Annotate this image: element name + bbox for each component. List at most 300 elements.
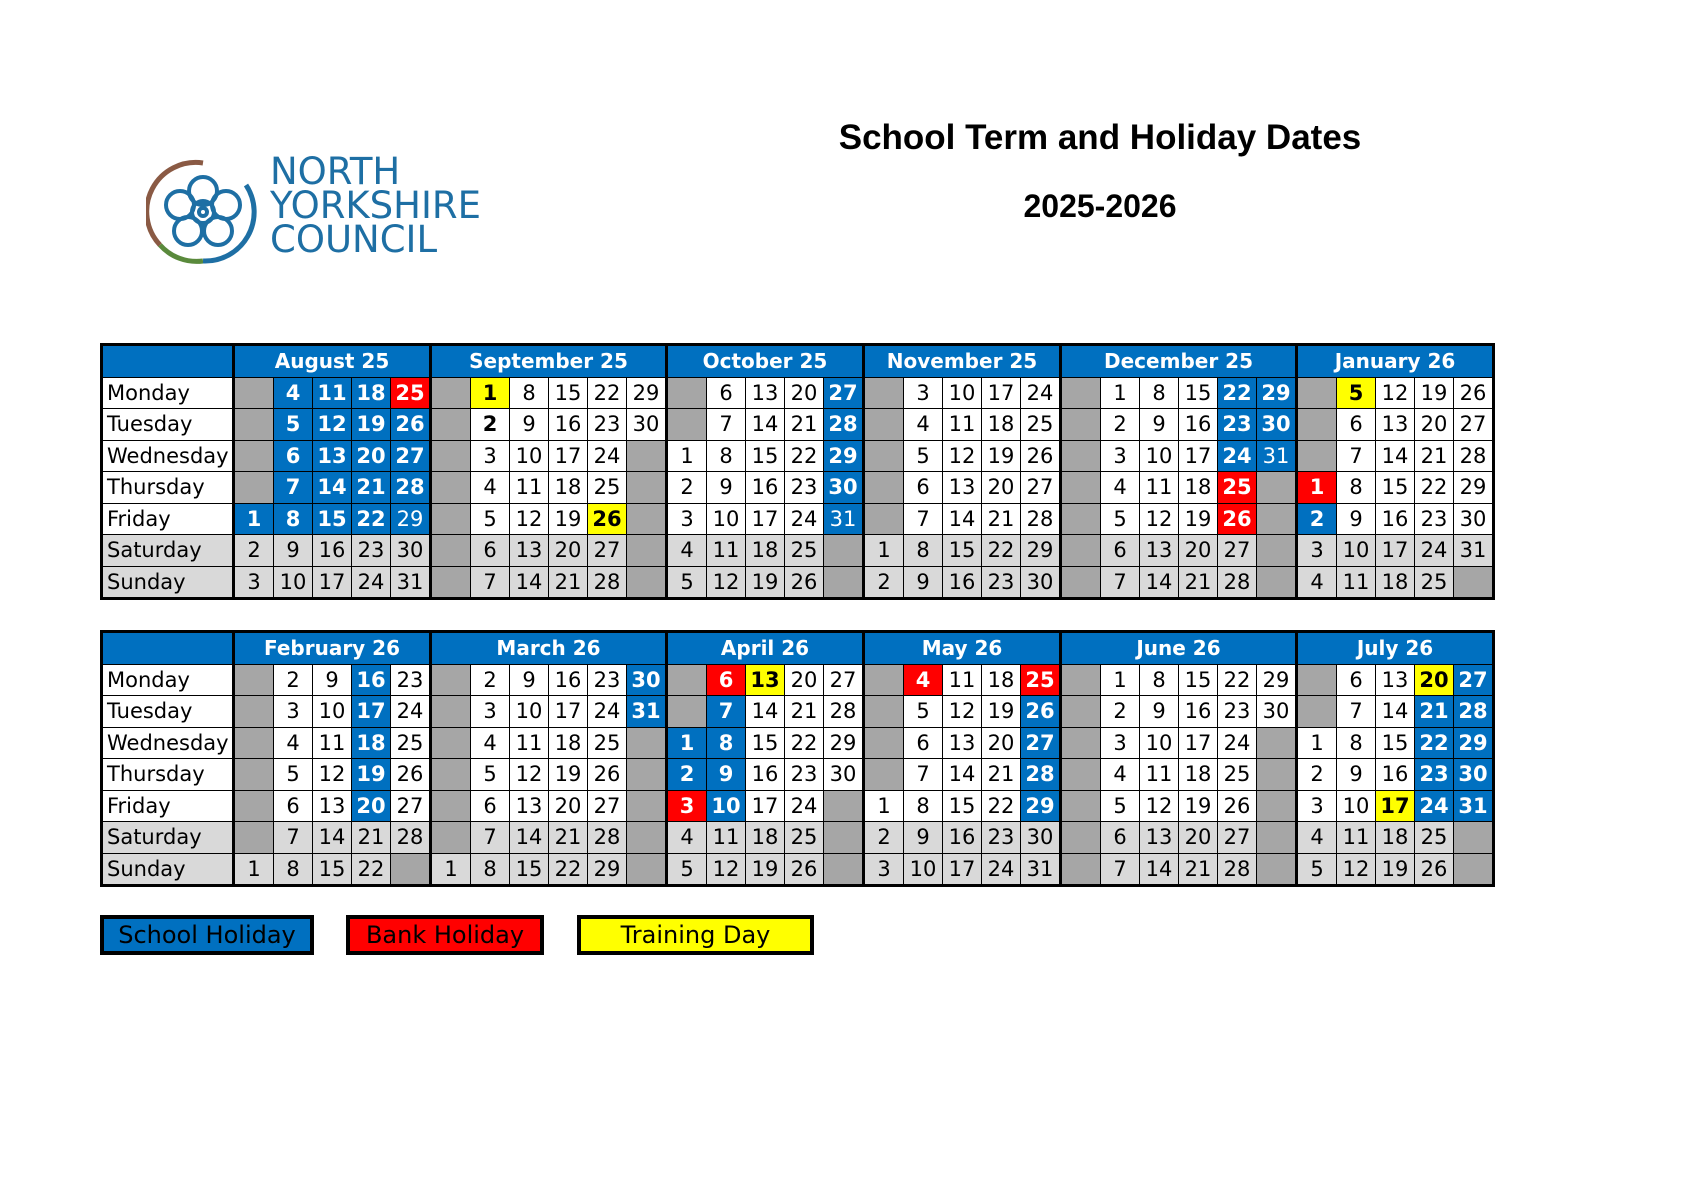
date-cell: 1 <box>234 503 274 535</box>
date-cell: 11 <box>943 409 982 441</box>
logo-line-3: COUNCIL <box>270 218 438 261</box>
date-cell: 4 <box>904 409 943 441</box>
date-cell: 9 <box>707 472 746 504</box>
date-cell: 26 <box>588 503 627 535</box>
empty-cell <box>627 790 667 822</box>
empty-cell <box>431 759 471 791</box>
month-header: March 26 <box>431 632 667 665</box>
date-cell: 13 <box>510 790 549 822</box>
empty-cell <box>667 696 707 728</box>
empty-cell <box>431 664 471 696</box>
date-cell: 6 <box>471 535 510 567</box>
date-cell: 16 <box>352 664 391 696</box>
date-cell: 14 <box>746 409 785 441</box>
date-cell: 9 <box>510 409 549 441</box>
date-cell: 4 <box>1101 472 1140 504</box>
date-cell: 28 <box>1454 440 1494 472</box>
empty-cell <box>864 440 904 472</box>
empty-cell <box>1257 790 1297 822</box>
day-label: Friday <box>102 503 234 535</box>
date-cell: 29 <box>627 377 667 409</box>
date-cell: 28 <box>1218 853 1257 886</box>
day-label: Tuesday <box>102 696 234 728</box>
date-cell: 24 <box>352 566 391 599</box>
empty-cell <box>864 759 904 791</box>
date-cell: 3 <box>1101 727 1140 759</box>
date-cell: 5 <box>1297 853 1337 886</box>
date-cell: 12 <box>943 440 982 472</box>
date-cell: 25 <box>1218 759 1257 791</box>
date-cell: 12 <box>707 566 746 599</box>
empty-cell <box>234 759 274 791</box>
legend-training-day-label: Training Day <box>620 921 771 949</box>
empty-cell <box>1061 440 1101 472</box>
date-cell: 4 <box>1101 759 1140 791</box>
day-label: Sunday <box>102 853 234 886</box>
date-cell: 20 <box>1179 822 1218 854</box>
date-cell: 30 <box>824 472 864 504</box>
empty-cell <box>1257 535 1297 567</box>
date-cell: 15 <box>1179 377 1218 409</box>
date-cell: 3 <box>1101 440 1140 472</box>
date-cell: 8 <box>707 440 746 472</box>
date-cell: 10 <box>707 790 746 822</box>
empty-cell <box>627 727 667 759</box>
empty-cell <box>864 409 904 441</box>
date-cell: 11 <box>1140 472 1179 504</box>
date-cell: 22 <box>1218 664 1257 696</box>
date-cell: 21 <box>549 822 588 854</box>
empty-cell <box>391 853 431 886</box>
date-cell: 26 <box>1218 790 1257 822</box>
date-cell: 16 <box>313 535 352 567</box>
date-cell: 18 <box>549 727 588 759</box>
empty-cell <box>1061 727 1101 759</box>
date-cell: 21 <box>785 409 824 441</box>
date-cell: 12 <box>1337 853 1376 886</box>
empty-cell <box>1061 664 1101 696</box>
day-label: Tuesday <box>102 409 234 441</box>
empty-cell <box>1454 853 1494 886</box>
date-cell: 5 <box>274 409 313 441</box>
date-cell: 8 <box>1337 472 1376 504</box>
date-cell: 15 <box>1376 727 1415 759</box>
date-cell: 9 <box>1140 409 1179 441</box>
empty-cell <box>1454 566 1494 599</box>
empty-cell <box>864 503 904 535</box>
date-cell: 10 <box>1140 440 1179 472</box>
date-cell: 7 <box>904 503 943 535</box>
empty-cell <box>234 409 274 441</box>
date-cell: 5 <box>1337 377 1376 409</box>
date-cell: 21 <box>982 759 1021 791</box>
date-cell: 4 <box>274 377 313 409</box>
date-cell: 14 <box>510 566 549 599</box>
date-cell: 25 <box>588 727 627 759</box>
month-header: July 26 <box>1297 632 1494 665</box>
date-cell: 6 <box>1101 822 1140 854</box>
date-cell: 17 <box>746 790 785 822</box>
date-cell: 5 <box>1101 503 1140 535</box>
date-cell: 9 <box>313 664 352 696</box>
date-cell: 8 <box>274 503 313 535</box>
date-cell: 15 <box>746 727 785 759</box>
date-cell: 17 <box>352 696 391 728</box>
date-cell: 27 <box>588 790 627 822</box>
date-cell: 22 <box>1415 727 1454 759</box>
date-cell: 25 <box>785 822 824 854</box>
date-cell: 9 <box>510 664 549 696</box>
date-cell: 8 <box>274 853 313 886</box>
date-cell: 30 <box>1257 409 1297 441</box>
empty-cell <box>431 503 471 535</box>
date-cell: 22 <box>549 853 588 886</box>
day-row <box>102 566 1494 599</box>
empty-cell <box>431 696 471 728</box>
date-cell: 29 <box>824 440 864 472</box>
date-cell: 1 <box>667 727 707 759</box>
empty-cell <box>1061 472 1101 504</box>
empty-cell <box>1297 664 1337 696</box>
date-cell: 31 <box>627 696 667 728</box>
date-cell: 23 <box>588 409 627 441</box>
date-cell: 19 <box>549 503 588 535</box>
date-cell: 19 <box>982 696 1021 728</box>
date-cell: 9 <box>904 566 943 599</box>
date-cell: 19 <box>746 566 785 599</box>
date-cell: 16 <box>549 664 588 696</box>
date-cell: 17 <box>1179 727 1218 759</box>
date-cell: 30 <box>1257 696 1297 728</box>
date-cell: 31 <box>391 566 431 599</box>
date-cell: 5 <box>274 759 313 791</box>
day-row <box>102 790 1494 822</box>
day-label: Saturday <box>102 822 234 854</box>
date-cell: 26 <box>391 409 431 441</box>
date-cell: 1 <box>1297 472 1337 504</box>
date-cell: 24 <box>1415 535 1454 567</box>
date-cell: 23 <box>785 472 824 504</box>
empty-cell <box>627 440 667 472</box>
empty-cell <box>1257 566 1297 599</box>
logo-text <box>270 150 481 261</box>
date-cell: 13 <box>943 472 982 504</box>
day-row <box>102 759 1494 791</box>
date-cell: 3 <box>667 503 707 535</box>
date-cell: 8 <box>904 535 943 567</box>
date-cell: 20 <box>982 727 1021 759</box>
empty-cell <box>1061 853 1101 886</box>
date-cell: 8 <box>510 377 549 409</box>
date-cell: 30 <box>1021 566 1061 599</box>
empty-cell <box>431 535 471 567</box>
date-cell: 23 <box>785 759 824 791</box>
date-cell: 25 <box>391 727 431 759</box>
date-cell: 4 <box>274 727 313 759</box>
empty-cell <box>234 822 274 854</box>
date-cell: 16 <box>1179 409 1218 441</box>
date-cell: 20 <box>785 377 824 409</box>
date-cell: 21 <box>352 822 391 854</box>
date-cell: 2 <box>864 822 904 854</box>
date-cell: 15 <box>1376 472 1415 504</box>
date-cell: 23 <box>391 664 431 696</box>
date-cell: 13 <box>1140 822 1179 854</box>
empty-cell <box>431 409 471 441</box>
date-cell: 16 <box>943 822 982 854</box>
month-header: October 25 <box>667 345 864 378</box>
date-cell: 23 <box>1218 696 1257 728</box>
date-cell: 22 <box>982 535 1021 567</box>
empty-cell <box>627 566 667 599</box>
date-cell: 20 <box>982 472 1021 504</box>
date-cell: 27 <box>824 377 864 409</box>
empty-cell <box>1297 377 1337 409</box>
date-cell: 11 <box>510 472 549 504</box>
date-cell: 26 <box>391 759 431 791</box>
date-cell: 28 <box>824 409 864 441</box>
date-cell: 11 <box>313 727 352 759</box>
date-cell: 20 <box>1415 409 1454 441</box>
date-cell: 9 <box>1337 759 1376 791</box>
empty-cell <box>824 822 864 854</box>
rose-emblem-icon <box>146 155 261 270</box>
date-cell: 14 <box>313 822 352 854</box>
date-cell: 6 <box>1337 409 1376 441</box>
date-cell: 14 <box>746 696 785 728</box>
date-cell: 28 <box>1218 566 1257 599</box>
date-cell: 14 <box>943 503 982 535</box>
date-cell: 15 <box>1179 664 1218 696</box>
date-cell: 30 <box>824 759 864 791</box>
date-cell: 29 <box>1021 790 1061 822</box>
empty-cell <box>1061 409 1101 441</box>
empty-cell <box>234 727 274 759</box>
date-cell: 1 <box>234 853 274 886</box>
date-cell: 22 <box>785 727 824 759</box>
empty-cell <box>1257 822 1297 854</box>
date-cell: 12 <box>707 853 746 886</box>
date-cell: 9 <box>274 535 313 567</box>
date-cell: 8 <box>904 790 943 822</box>
date-cell: 6 <box>1337 664 1376 696</box>
date-cell: 16 <box>1179 696 1218 728</box>
date-cell: 25 <box>588 472 627 504</box>
empty-cell <box>627 853 667 886</box>
date-cell: 14 <box>1376 440 1415 472</box>
date-cell: 12 <box>313 759 352 791</box>
date-cell: 25 <box>1415 822 1454 854</box>
date-cell: 5 <box>1101 790 1140 822</box>
date-cell: 21 <box>1415 440 1454 472</box>
date-cell: 19 <box>1179 790 1218 822</box>
date-cell: 15 <box>746 440 785 472</box>
date-cell: 7 <box>1337 696 1376 728</box>
date-cell: 21 <box>352 472 391 504</box>
day-row <box>102 377 1494 409</box>
date-cell: 22 <box>588 377 627 409</box>
calendar-table-feb-jul <box>100 630 1495 887</box>
date-cell: 17 <box>313 566 352 599</box>
date-cell: 1 <box>1101 377 1140 409</box>
empty-cell <box>627 759 667 791</box>
date-cell: 13 <box>510 535 549 567</box>
empty-cell <box>864 696 904 728</box>
date-cell: 2 <box>471 664 510 696</box>
date-cell: 18 <box>352 727 391 759</box>
day-row <box>102 853 1494 886</box>
empty-cell <box>234 472 274 504</box>
date-cell: 16 <box>746 759 785 791</box>
date-cell: 31 <box>824 503 864 535</box>
date-cell: 3 <box>471 440 510 472</box>
date-cell: 1 <box>1101 664 1140 696</box>
date-cell: 25 <box>391 377 431 409</box>
date-cell: 12 <box>943 696 982 728</box>
day-row <box>102 472 1494 504</box>
date-cell: 9 <box>1337 503 1376 535</box>
month-header: February 26 <box>234 632 431 665</box>
date-cell: 10 <box>943 377 982 409</box>
date-cell: 26 <box>1021 440 1061 472</box>
date-cell: 24 <box>1218 727 1257 759</box>
date-cell: 2 <box>667 472 707 504</box>
date-cell: 5 <box>904 696 943 728</box>
date-cell: 12 <box>1376 377 1415 409</box>
date-cell: 4 <box>667 535 707 567</box>
date-cell: 7 <box>274 472 313 504</box>
empty-cell <box>234 377 274 409</box>
date-cell: 17 <box>549 440 588 472</box>
date-cell: 8 <box>707 727 746 759</box>
date-cell: 11 <box>1140 759 1179 791</box>
date-cell: 24 <box>588 696 627 728</box>
date-cell: 30 <box>391 535 431 567</box>
empty-cell <box>627 535 667 567</box>
empty-cell <box>1061 377 1101 409</box>
empty-cell <box>824 535 864 567</box>
date-cell: 28 <box>1021 759 1061 791</box>
date-cell: 15 <box>510 853 549 886</box>
empty-cell <box>627 472 667 504</box>
date-cell: 30 <box>1021 822 1061 854</box>
date-cell: 21 <box>549 566 588 599</box>
day-row <box>102 409 1494 441</box>
date-cell: 18 <box>982 409 1021 441</box>
date-cell: 15 <box>943 535 982 567</box>
empty-cell <box>667 664 707 696</box>
date-cell: 29 <box>1257 377 1297 409</box>
date-cell: 19 <box>1179 503 1218 535</box>
date-cell: 14 <box>1140 566 1179 599</box>
date-cell: 3 <box>1297 790 1337 822</box>
month-header: December 25 <box>1061 345 1297 378</box>
legend-bank-holiday <box>346 915 544 955</box>
date-cell: 29 <box>588 853 627 886</box>
empty-cell <box>431 822 471 854</box>
day-label: Saturday <box>102 535 234 567</box>
date-cell: 25 <box>785 535 824 567</box>
date-cell: 11 <box>707 535 746 567</box>
date-cell: 28 <box>1021 503 1061 535</box>
month-header: May 26 <box>864 632 1061 665</box>
date-cell: 7 <box>1101 853 1140 886</box>
empty-cell <box>431 790 471 822</box>
date-cell: 2 <box>274 664 313 696</box>
date-cell: 9 <box>707 759 746 791</box>
date-cell: 21 <box>982 503 1021 535</box>
academic-year: 2025-2026 <box>1023 188 1177 224</box>
date-cell: 1 <box>431 853 471 886</box>
date-cell: 18 <box>746 822 785 854</box>
date-cell: 26 <box>1021 696 1061 728</box>
date-cell: 2 <box>1297 503 1337 535</box>
date-cell: 11 <box>943 664 982 696</box>
date-cell: 24 <box>588 440 627 472</box>
date-cell: 16 <box>549 409 588 441</box>
empty-cell <box>864 727 904 759</box>
date-cell: 6 <box>707 664 746 696</box>
day-label: Wednesday <box>102 440 234 472</box>
date-cell: 18 <box>1376 822 1415 854</box>
date-cell: 22 <box>1415 472 1454 504</box>
date-cell: 8 <box>1140 664 1179 696</box>
date-cell: 9 <box>1140 696 1179 728</box>
date-cell: 27 <box>1218 535 1257 567</box>
date-cell: 7 <box>274 822 313 854</box>
empty-cell <box>864 377 904 409</box>
date-cell: 9 <box>904 822 943 854</box>
empty-cell <box>667 377 707 409</box>
empty-cell <box>627 822 667 854</box>
date-cell: 31 <box>1021 853 1061 886</box>
date-cell: 14 <box>1140 853 1179 886</box>
empty-cell <box>1061 503 1101 535</box>
empty-cell <box>864 472 904 504</box>
date-cell: 19 <box>352 759 391 791</box>
date-cell: 25 <box>1218 472 1257 504</box>
empty-cell <box>1061 535 1101 567</box>
corner-header <box>102 345 234 378</box>
date-cell: 20 <box>785 664 824 696</box>
date-cell: 1 <box>471 377 510 409</box>
empty-cell <box>1297 696 1337 728</box>
date-cell: 23 <box>1415 759 1454 791</box>
empty-cell <box>1061 822 1101 854</box>
date-cell: 18 <box>1179 759 1218 791</box>
date-cell: 18 <box>1376 566 1415 599</box>
day-label: Wednesday <box>102 727 234 759</box>
date-cell: 19 <box>1376 853 1415 886</box>
date-cell: 29 <box>1021 535 1061 567</box>
empty-cell <box>667 409 707 441</box>
date-cell: 17 <box>746 503 785 535</box>
date-cell: 26 <box>785 566 824 599</box>
date-cell: 23 <box>982 566 1021 599</box>
empty-cell <box>431 566 471 599</box>
date-cell: 26 <box>1454 377 1494 409</box>
date-cell: 26 <box>1218 503 1257 535</box>
date-cell: 27 <box>1454 664 1494 696</box>
date-cell: 22 <box>352 853 391 886</box>
month-header: April 26 <box>667 632 864 665</box>
date-cell: 5 <box>904 440 943 472</box>
date-cell: 13 <box>313 440 352 472</box>
date-cell: 1 <box>864 790 904 822</box>
date-cell: 22 <box>352 503 391 535</box>
date-cell: 6 <box>904 727 943 759</box>
date-cell: 19 <box>746 853 785 886</box>
